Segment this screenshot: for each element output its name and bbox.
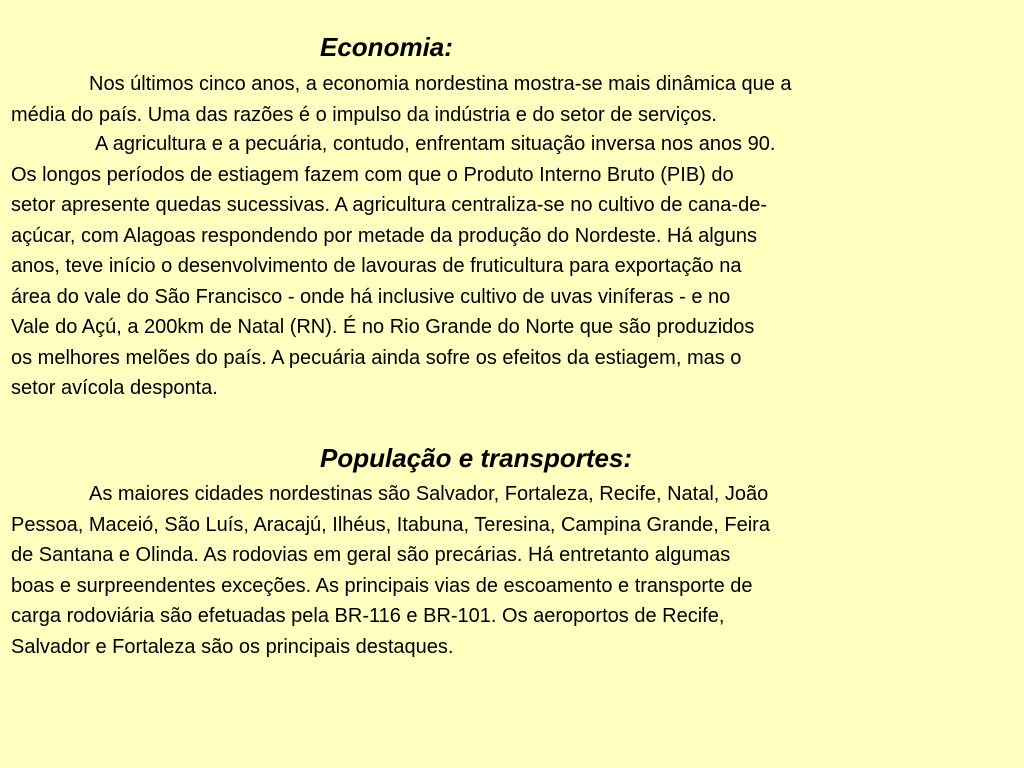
text-line: Os longos períodos de estiagem fazem com que o Produto Interno Bruto (PIB) do xyxy=(11,163,734,186)
populacao-heading: População e transportes: xyxy=(320,443,633,473)
text-line: boas e surpreendentes exceções. As principais vias de escoamento e transporte de xyxy=(11,574,753,597)
text-line: Salvador e Fortaleza são os principais destaques. xyxy=(11,635,454,658)
text-line: média do país. Uma das razões é o impulso da indústria e do setor de serviços. xyxy=(11,103,717,126)
text-line: os melhores melões do país. A pecuária ainda sofre os efeitos da estiagem, mas o xyxy=(11,346,742,369)
economia-paragraph-2 xyxy=(11,129,1001,404)
text-line: A agricultura e a pecuária, contudo, enfrentam situação inversa nos anos 90. xyxy=(95,133,776,155)
text-line: As maiores cidades nordestinas são Salvador, Fortaleza, Recife, Natal, João xyxy=(89,483,769,505)
text-line: área do vale do São Francisco - onde há inclusive cultivo de uvas viníferas - e no xyxy=(11,285,731,308)
text-line: Pessoa, Maceió, São Luís, Aracajú, Ilhéus, Itabuna, Teresina, Campina Grande, Feira xyxy=(11,513,770,536)
text-line: setor avícola desponta. xyxy=(11,377,218,399)
economia-heading: Economia: xyxy=(320,32,453,62)
populacao-paragraph xyxy=(11,479,1001,662)
text-line: setor apresente quedas sucessivas. A agricultura centraliza-se no cultivo de cana-de- xyxy=(11,194,767,216)
text-line: de Santana e Olinda. As rodovias em geral são precárias. Há entretanto algumas xyxy=(11,544,731,566)
text-line: Nos últimos cinco anos, a economia nordestina mostra-se mais dinâmica que a xyxy=(89,73,792,95)
economia-paragraph-1 xyxy=(11,69,1001,130)
text-line: Vale do Açú, a 200km de Natal (RN). É no Rio Grande do Norte que são produzidos xyxy=(11,316,755,338)
text-line: açúcar, com Alagoas respondendo por metade da produção do Nordeste. Há alguns xyxy=(11,224,758,247)
text-line: carga rodoviária são efetuadas pela BR-116 e BR-101. Os aeroportos de Recife, xyxy=(11,605,725,627)
text-line: anos, teve início o desenvolvimento de lavouras de fruticultura para exportação na xyxy=(11,255,742,277)
